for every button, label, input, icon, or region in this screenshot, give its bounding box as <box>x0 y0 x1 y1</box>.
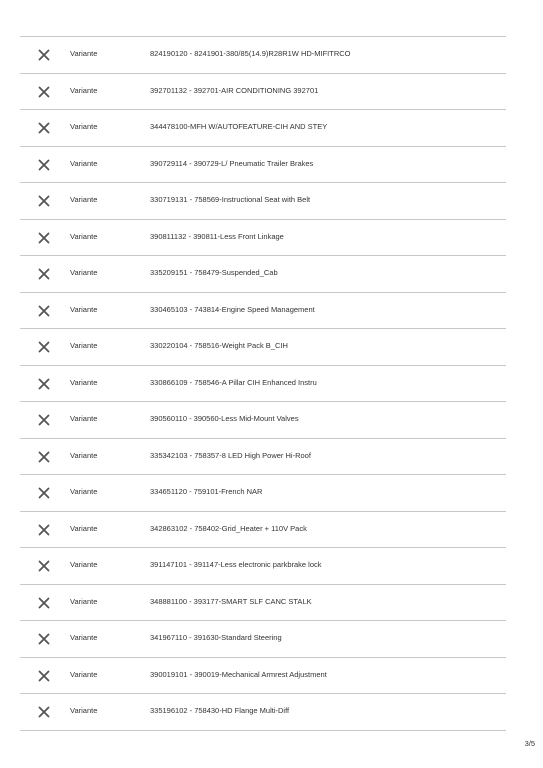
table-row <box>20 658 506 695</box>
close-icon[interactable] <box>38 378 50 390</box>
close-icon[interactable] <box>38 706 50 718</box>
table-row <box>20 110 506 147</box>
row-type: Variante <box>70 122 98 131</box>
row-type: Variante <box>70 633 98 642</box>
close-icon[interactable] <box>38 524 50 536</box>
close-icon[interactable] <box>38 122 50 134</box>
table-row <box>20 475 506 512</box>
row-description: 390729114 - 390729-L/ Pneumatic Trailer Brakes <box>150 158 314 168</box>
row-description: 335209151 - 758479-Suspended_Cab <box>150 268 278 277</box>
row-type: Variante <box>70 560 98 569</box>
row-description: 335196102 - 758430-HD Flange Multi-Diff <box>150 706 290 715</box>
close-icon[interactable] <box>38 560 50 572</box>
table-row <box>20 293 506 330</box>
table-row <box>20 74 506 111</box>
close-icon[interactable] <box>38 633 50 645</box>
table-row <box>20 147 506 184</box>
row-type: Variante <box>70 49 98 58</box>
table-row <box>20 37 506 74</box>
row-type: Variante <box>70 377 98 387</box>
close-icon[interactable] <box>38 487 50 499</box>
row-type: Variante <box>70 706 98 715</box>
row-type: Variante <box>70 450 98 460</box>
table-row <box>20 548 506 585</box>
table-row <box>20 220 506 257</box>
row-type: Variante <box>70 596 98 606</box>
table-row <box>20 512 506 549</box>
row-type: Variante <box>70 414 98 423</box>
variant-table <box>20 36 506 731</box>
close-icon[interactable] <box>38 451 50 463</box>
row-description: 344478100-MFH W/AUTOFEATURE-CIH AND STEY <box>150 122 328 131</box>
row-type: Variante <box>70 158 98 168</box>
row-description: 341967110 - 391630-Standard Steering <box>150 633 282 642</box>
row-description: 342863102 - 758402-Grid_Heater + 110V Pack <box>150 523 307 533</box>
row-type: Variante <box>70 268 98 277</box>
row-type: Variante <box>70 487 98 496</box>
row-type: Variante <box>70 523 98 533</box>
close-icon[interactable] <box>38 414 50 426</box>
row-type: Variante <box>70 341 98 350</box>
row-description: 390560110 - 390560-Less Mid-Mount Valves <box>150 414 299 423</box>
table-row <box>20 366 506 403</box>
table-row <box>20 329 506 366</box>
close-icon[interactable] <box>38 232 50 244</box>
page-number: 3/5 <box>524 739 535 748</box>
table-row <box>20 402 506 439</box>
row-type: Variante <box>70 231 98 241</box>
row-type: Variante <box>70 669 98 679</box>
table-row <box>20 439 506 476</box>
close-icon[interactable] <box>38 670 50 682</box>
row-description: 391147101 - 391147-Less electronic parkbrake lock <box>150 560 322 569</box>
row-description: 824190120 - 8241901-380/85(14.9)R28R1W HD-MIFITRCO <box>150 49 351 58</box>
row-type: Variante <box>70 195 98 204</box>
row-description: 330220104 - 758516-Weight Pack B_CIH <box>150 341 288 350</box>
row-description: 330465103 - 743814-Engine Speed Management <box>150 304 315 314</box>
row-description: 335342103 - 758357-8 LED High Power Hi-Roof <box>150 450 311 460</box>
row-description: 334651120 - 759101-French NAR <box>150 487 263 496</box>
table-row <box>20 585 506 622</box>
close-icon[interactable] <box>38 49 50 61</box>
table-row <box>20 256 506 293</box>
row-description: 390019101 - 390019-Mechanical Armrest Adjustment <box>150 669 327 679</box>
row-type: Variante <box>70 85 98 95</box>
row-description: 348881100 - 393177-SMART SLF CANC STALK <box>150 596 312 606</box>
row-description: 330719131 - 758569-Instructional Seat with Belt <box>150 195 311 204</box>
close-icon[interactable] <box>38 86 50 98</box>
close-icon[interactable] <box>38 597 50 609</box>
row-description: 330866109 - 758546-A Pillar CIH Enhanced Instru <box>150 377 317 387</box>
close-icon[interactable] <box>38 159 50 171</box>
table-row <box>20 694 506 731</box>
row-type: Variante <box>70 304 98 314</box>
row-description: 390811132 - 390811-Less Front Linkage <box>150 231 284 241</box>
row-description: 392701132 - 392701-AIR CONDITIONING 392701 <box>150 85 319 95</box>
close-icon[interactable] <box>38 268 50 280</box>
table-row <box>20 621 506 658</box>
close-icon[interactable] <box>38 341 50 353</box>
close-icon[interactable] <box>38 195 50 207</box>
table-row <box>20 183 506 220</box>
close-icon[interactable] <box>38 305 50 317</box>
